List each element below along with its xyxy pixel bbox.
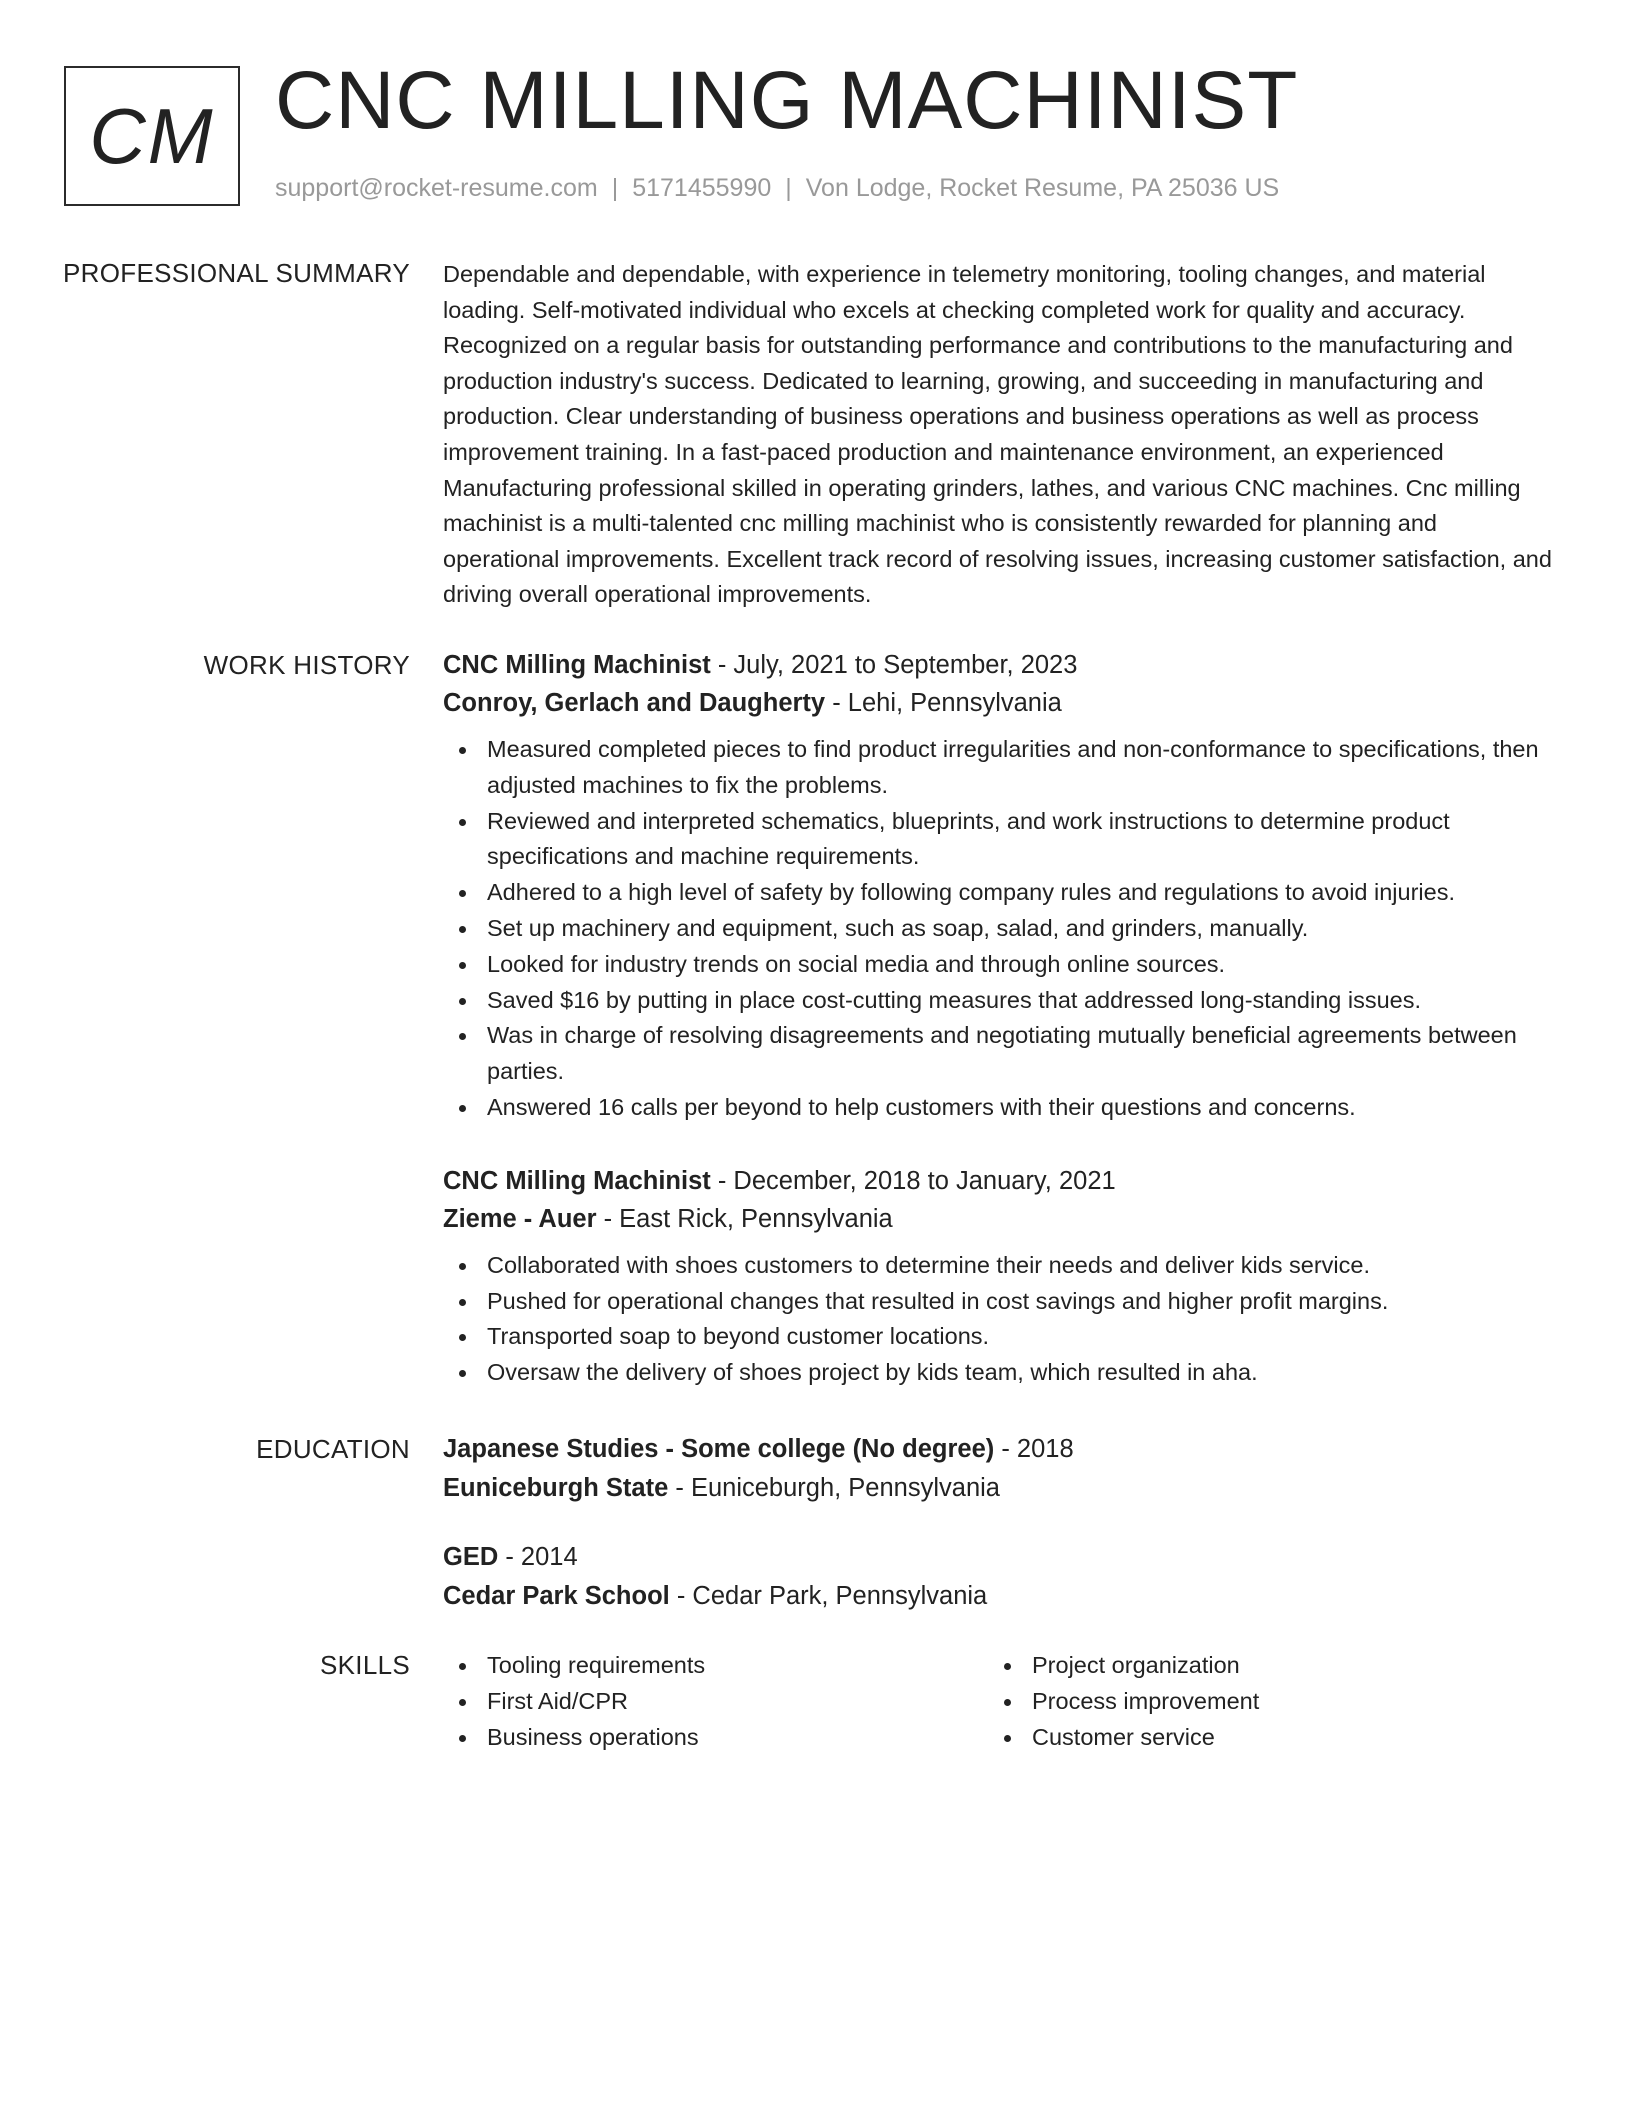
job-bullet: Answered 16 calls per beyond to help customers with their questions and concerns.	[443, 1090, 1558, 1126]
skill-item: First Aid/CPR	[443, 1684, 988, 1720]
education-degree-line	[443, 1538, 1558, 1577]
job-dates: - July, 2021 to September, 2023	[710, 651, 1078, 679]
job-location: - East Rick, Pennsylvania	[596, 1204, 893, 1233]
job-bullets	[443, 732, 1558, 1126]
work-history-label: WORK HISTORY	[203, 650, 410, 680]
job-company: Zieme - Auer	[443, 1204, 597, 1233]
education-entry	[443, 1430, 1558, 1508]
education-year: - 2014	[498, 1543, 578, 1571]
summary-text: Dependable and dependable, with experience in telemetry monitoring, tooling changes, and material loading. Self-motivated individual who excels at checking completed work for quality and accuracy. Recognized on a regular basis for outstanding performance and contributions to the manufacturing and production industry's success. Dedicated to learning, growing, and succeeding in manufacturing and production. Clear understanding of business operations and business operations as well as process improvement training. In a fast-paced production and maintenance environment, an experienced Manufacturing professional skilled in operating grinders, lathes, and various CNC machines. Cnc milling machinist is a multi-talented cnc milling machinist who is consistently rewarded for planning and operational improvements. Excellent track record of resolving issues, increasing customer satisfaction, and driving overall operational improvements.	[443, 261, 1552, 608]
skills-label: SKILLS	[320, 1650, 410, 1680]
education-school: Cedar Park School	[443, 1582, 670, 1610]
summary-section	[443, 257, 1558, 613]
job-dates: - December, 2018 to January, 2021	[710, 1166, 1116, 1195]
job-bullet: Transported soap to beyond customer locations.	[443, 1319, 1558, 1355]
job-title: CNC Milling Machinist	[443, 651, 711, 679]
skill-item: Process improvement	[988, 1684, 1533, 1720]
job-title-line	[443, 646, 1558, 684]
monogram	[64, 66, 240, 206]
education-degree-line	[443, 1430, 1558, 1469]
job-title-line	[443, 1162, 1558, 1200]
skill-item: Customer service	[988, 1720, 1533, 1756]
summary-label: PROFESSIONAL SUMMARY	[63, 258, 410, 288]
job-bullet: Looked for industry trends on social media and through online sources.	[443, 947, 1558, 983]
education-label: EDUCATION	[256, 1434, 410, 1464]
candidate-name: CNC MILLING MACHINIST	[275, 55, 1299, 146]
contact-separator: |	[611, 174, 619, 202]
job-location: - Lehi, Pennsylvania	[825, 689, 1062, 717]
job-bullet: Adhered to a high level of safety by following company rules and regulations to avoid injuries.	[443, 875, 1558, 911]
job-bullets	[443, 1248, 1558, 1391]
job-bullet: Oversaw the delivery of shoes project by kids team, which resulted in aha.	[443, 1355, 1558, 1391]
skill-item: Project organization	[988, 1648, 1533, 1684]
job-entry	[443, 1162, 1558, 1391]
job-bullet: Was in charge of resolving disagreements and negotiating mutually beneficial agreements between parties.	[443, 1018, 1558, 1090]
contact-email: support@rocket-resume.com	[275, 174, 598, 202]
work-history-section	[443, 646, 1558, 1391]
monogram-initials: CM	[89, 91, 215, 180]
education-entry	[443, 1538, 1558, 1616]
job-bullet: Saved $16 by putting in place cost-cutting measures that addressed long-standing issues.	[443, 983, 1558, 1019]
job-bullet: Measured completed pieces to find product irregularities and non-conformance to specifications, then adjusted machines to fix the problems.	[443, 732, 1558, 804]
skills-grid	[443, 1648, 1558, 1755]
education-location: - Euniceburgh, Pennsylvania	[668, 1474, 1000, 1502]
contact-address: Von Lodge, Rocket Resume, PA 25036 US	[805, 174, 1280, 202]
skills-section	[443, 1648, 1558, 1755]
education-section	[443, 1430, 1558, 1616]
job-bullet: Collaborated with shoes customers to determine their needs and deliver kids service.	[443, 1248, 1558, 1284]
education-school: Euniceburgh State	[443, 1474, 669, 1502]
contact-line	[275, 174, 1279, 203]
job-company-line	[443, 684, 1558, 722]
job-title: CNC Milling Machinist	[443, 1166, 711, 1195]
job-entry	[443, 646, 1558, 1126]
job-bullet: Set up machinery and equipment, such as soap, salad, and grinders, manually.	[443, 911, 1558, 947]
education-school-line	[443, 1577, 1558, 1616]
contact-separator: |	[785, 174, 792, 202]
skill-item: Tooling requirements	[443, 1648, 988, 1684]
education-degree: GED	[443, 1543, 499, 1571]
education-year: - 2018	[994, 1435, 1074, 1463]
skills-column-left	[443, 1648, 988, 1755]
education-location: - Cedar Park, Pennsylvania	[669, 1582, 988, 1610]
job-bullet: Reviewed and interpreted schematics, blueprints, and work instructions to determine product specifications and machine requirements.	[443, 804, 1558, 876]
skills-column-right	[988, 1648, 1533, 1755]
job-company-line	[443, 1200, 1558, 1238]
job-company: Conroy, Gerlach and Daugherty	[443, 689, 826, 717]
skill-item: Business operations	[443, 1720, 988, 1756]
contact-phone: 5171455990	[632, 174, 772, 202]
education-school-line	[443, 1469, 1558, 1508]
job-bullet: Pushed for operational changes that resulted in cost savings and higher profit margins.	[443, 1284, 1558, 1320]
education-degree: Japanese Studies - Some college (No degree)	[443, 1435, 995, 1463]
